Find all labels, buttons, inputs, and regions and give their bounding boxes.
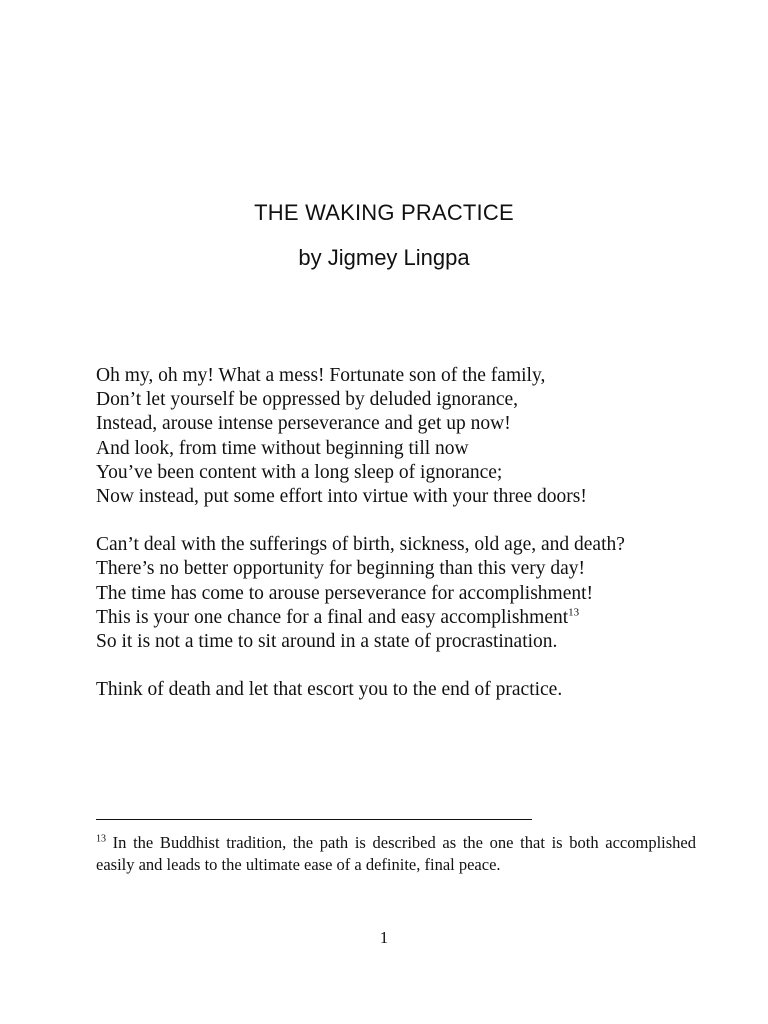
poem-line: So it is not a time to sit around in a state of procrastination. — [96, 631, 558, 653]
footnote — [96, 832, 696, 876]
footnote-text: In the Buddhist tradition, the path is described as the one that is both accomplished easily and leads to the ultimate ease of a definite, final peace. — [96, 833, 696, 874]
page-title: THE WAKING PRACTICE — [254, 200, 514, 225]
page-number: 1 — [379, 928, 389, 947]
stanza-3 — [96, 678, 716, 702]
footnote-marker: 13 — [96, 833, 106, 845]
poem-body — [96, 364, 716, 726]
author-byline: by Jigmey Lingpa — [298, 245, 470, 270]
footnote-reference[interactable]: 13 — [568, 606, 580, 619]
poem-line: Can’t deal with the sufferings of birth, sickness, old age, and death? — [96, 534, 625, 556]
stanza-1 — [96, 364, 716, 509]
stanza-2 — [96, 533, 716, 654]
poem-line — [96, 606, 716, 630]
poem-line: Instead, arouse intense perseverance and get up now! — [96, 413, 511, 435]
poem-line: Now instead, put some effort into virtue with your three doors! — [96, 486, 587, 508]
poem-line: Don’t let yourself be oppressed by deluded ignorance, — [96, 389, 519, 411]
poem-line: You’ve been content with a long sleep of ignorance; — [96, 461, 503, 483]
footnote-divider — [96, 819, 532, 820]
poem-line: Think of death and let that escort you to the end of practice. — [96, 679, 563, 701]
poem-line-text: This is your one chance for a final and easy accomplishment — [96, 606, 569, 628]
poem-line: The time has come to arouse perseverance for accomplishment! — [96, 582, 594, 604]
poem-line: Oh my, oh my! What a mess! Fortunate son of the family, — [96, 365, 546, 386]
poem-line: And look, from time without beginning till now — [96, 437, 469, 459]
poem-line: There’s no better opportunity for beginning than this very day! — [96, 558, 586, 580]
